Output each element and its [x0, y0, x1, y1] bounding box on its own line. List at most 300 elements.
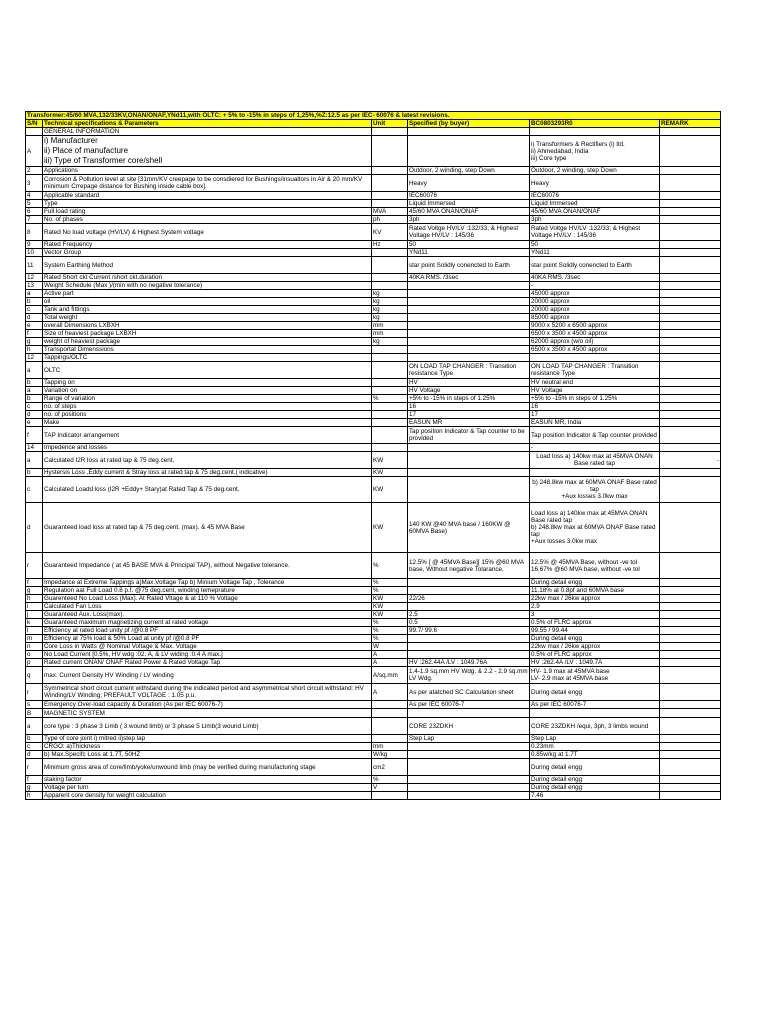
cell-remark — [660, 330, 721, 338]
cell-specified — [408, 322, 530, 330]
cell-remark — [660, 290, 721, 298]
cell-sn: d — [26, 503, 43, 553]
cell-remark — [660, 635, 721, 643]
cell-specified: Step Lap — [408, 735, 530, 743]
cell-sn: a — [26, 452, 43, 469]
cell-unit: V — [372, 784, 408, 792]
table-row — [26, 167, 721, 175]
cell-offer: 85000 approx — [530, 314, 660, 322]
cell-remark — [660, 792, 721, 800]
cell-unit: % — [372, 553, 408, 579]
cell-remark — [660, 579, 721, 587]
cell-unit — [372, 249, 408, 257]
cell-offer — [530, 709, 660, 718]
table-row — [26, 403, 721, 411]
cell-unit — [372, 354, 408, 362]
cell-remark — [660, 743, 721, 751]
cell-specified: EASUN MR — [408, 419, 530, 427]
cell-specified — [408, 751, 530, 759]
cell-sn: a — [26, 290, 43, 298]
cell-offer: 0.23mm — [530, 743, 660, 751]
table-row — [26, 553, 721, 579]
cell-remark — [660, 200, 721, 208]
cell-parameter: MAGNETIC SYSTEM — [43, 709, 372, 718]
cell-unit: KW — [372, 503, 408, 553]
cell-parameter: Range of variation — [43, 395, 372, 403]
cell-parameter: Hystersis Loss ,Eddy current & Stray loss at rated tap & 75 deg.cent.( indicative) — [43, 469, 372, 477]
table-row — [26, 619, 721, 627]
cell-parameter: Guaranteed Aux. Loss(max). — [43, 611, 372, 619]
cell-sn: 11 — [26, 257, 43, 274]
cell-specified: HV :262.44A /LV : 1049.76A — [408, 659, 530, 667]
header-specified: Specified (by buyer) — [408, 120, 530, 128]
cell-parameter: Vector Group — [43, 249, 372, 257]
cell-offer: During detail engg — [530, 784, 660, 792]
cell-offer: 0.85w/kg at 1.7T — [530, 751, 660, 759]
table-row — [26, 387, 721, 395]
cell-remark — [660, 175, 721, 192]
cell-specified — [408, 603, 530, 611]
cell-offer: Load loss a) 140kw max at 45MVA ONAN Base rated tap — [530, 452, 660, 469]
cell-offer: 20000 approx — [530, 306, 660, 314]
table-row — [26, 322, 721, 330]
cell-sn: g — [26, 784, 43, 792]
cell-unit — [372, 792, 408, 800]
cell-unit: A — [372, 651, 408, 659]
cell-sn: h — [26, 595, 43, 603]
cell-unit: mm — [372, 330, 408, 338]
cell-offer: During detail engg — [530, 776, 660, 784]
table-row — [26, 330, 721, 338]
cell-offer: 6500 x 3500 x 4500 approx — [530, 330, 660, 338]
cell-remark — [660, 282, 721, 290]
cell-sn: B — [26, 709, 43, 718]
table-row — [26, 419, 721, 427]
cell-remark — [660, 427, 721, 444]
cell-specified — [408, 651, 530, 659]
header-sn: S/N — [26, 120, 43, 128]
cell-remark — [660, 411, 721, 419]
cell-parameter: b) Max.Specifc Loss at 1.7T, 50HZ — [43, 751, 372, 759]
cell-sn: c — [26, 306, 43, 314]
cell-specified: HV — [408, 379, 530, 387]
table-row — [26, 306, 721, 314]
table-row — [26, 635, 721, 643]
cell-sn: 10 — [26, 249, 43, 257]
cell-sn: c — [26, 403, 43, 411]
table-row — [26, 718, 721, 735]
cell-unit: KW — [372, 611, 408, 619]
cell-sn: r — [26, 684, 43, 701]
cell-parameter: Regulation aat Full Load 0.8 p.f. @75 deg.cent, winding temeprature — [43, 587, 372, 595]
cell-specified: 40KA RMS. /3sec — [408, 274, 530, 282]
cell-offer: During detail engg — [530, 759, 660, 776]
cell-offer: During detail engg — [530, 579, 660, 587]
cell-unit — [372, 387, 408, 395]
cell-offer: HV neutral end — [530, 379, 660, 387]
table-row — [26, 595, 721, 603]
table-row — [26, 659, 721, 667]
cell-parameter: OLTC — [43, 362, 372, 379]
cell-unit — [372, 444, 408, 452]
cell-sn: b — [26, 735, 43, 743]
cell-unit — [372, 282, 408, 290]
cell-sn: p — [26, 659, 43, 667]
cell-offer: Outdoor, 2 winding, step Down — [530, 167, 660, 175]
cell-offer: CORE 23ZDKH /equi, 3ph, 3 limbs wound — [530, 718, 660, 735]
cell-sn: 14 — [26, 444, 43, 452]
cell-sn: a — [26, 362, 43, 379]
cell-unit — [372, 709, 408, 718]
cell-parameter: Type — [43, 200, 372, 208]
cell-unit — [372, 175, 408, 192]
cell-offer: Heavy — [530, 175, 660, 192]
cell-specified: star point Solidly conencted to Earth — [408, 257, 530, 274]
header-unit: Unit — [372, 120, 408, 128]
cell-remark — [660, 651, 721, 659]
cell-unit: KW — [372, 595, 408, 603]
cell-unit — [372, 346, 408, 354]
cell-parameter: Efficiency at 75% load & 50% Load at unity pf /@0.8 PF — [43, 635, 372, 643]
cell-parameter: Make — [43, 419, 372, 427]
table-row — [26, 362, 721, 379]
cell-sn: e — [26, 419, 43, 427]
cell-remark — [660, 274, 721, 282]
cell-parameter: TAP Indicator arrangement — [43, 427, 372, 444]
cell-specified: Outdoor, 2 winding, step Down — [408, 167, 530, 175]
cell-offer: 22kw max / 26kw approx — [530, 595, 660, 603]
cell-remark — [660, 208, 721, 216]
cell-sn: f — [26, 579, 43, 587]
cell-remark — [660, 701, 721, 709]
cell-offer: ON LOAD TAP CHANGER : Transition resistance Type — [530, 362, 660, 379]
cell-sn: f — [26, 427, 43, 444]
cell-remark — [660, 128, 721, 136]
cell-sn: 12 — [26, 354, 43, 362]
cell-specified: 3ph — [408, 216, 530, 224]
table-row — [26, 224, 721, 241]
cell-unit: KW — [372, 603, 408, 611]
cell-remark — [660, 338, 721, 346]
cell-specified: 16 — [408, 403, 530, 411]
cell-unit — [372, 718, 408, 735]
banner-row — [26, 112, 721, 120]
cell-sn: 9 — [26, 241, 43, 249]
table-row — [26, 751, 721, 759]
table-row — [26, 643, 721, 651]
cell-unit: kg — [372, 298, 408, 306]
cell-parameter: Size of heaviest package LXBXH — [43, 330, 372, 338]
table-row — [26, 128, 721, 136]
cell-specified — [408, 282, 530, 290]
cell-remark — [660, 167, 721, 175]
cell-parameter: staking factor — [43, 776, 372, 784]
cell-parameter: Emergency Over-load capacity & Duration (As per IEC 60076-7) — [43, 701, 372, 709]
cell-specified — [408, 709, 530, 718]
header-parameter: Technical specifications & Parameters — [43, 120, 372, 128]
cell-specified: 1.4-1.9 sq.mm HV Wdg. & 2.2 - 2.9 sq.mm LV Wdg. — [409, 668, 528, 682]
cell-parameter: Total weight — [43, 314, 372, 322]
cell-unit: % — [372, 579, 408, 587]
cell-sn: 5 — [26, 200, 43, 208]
table-row — [26, 709, 721, 718]
cell-offer: +5% to -15% in steps of 1.25% — [530, 395, 660, 403]
cell-offer: 62000 approx (w/o oil) — [530, 338, 660, 346]
cell-unit: ph — [372, 216, 408, 224]
cell-remark — [660, 136, 721, 167]
cell-sn: s — [26, 701, 43, 709]
cell-parameter: Calculated I2R loss at rated tap & 75 deg.cent. — [43, 452, 372, 469]
cell-offer: 7.46 — [530, 792, 660, 800]
table-row — [26, 651, 721, 659]
cell-parameter: Tapping on — [43, 379, 372, 387]
cell-specified: 99.7/ 99.6 — [408, 627, 530, 635]
table-row — [26, 282, 721, 290]
cell-remark — [660, 224, 721, 241]
cell-parameter: Full load rating — [43, 208, 372, 216]
cell-specified — [408, 444, 530, 452]
cell-unit: KW — [372, 477, 408, 503]
cell-remark — [660, 709, 721, 718]
table-row — [26, 427, 721, 444]
table-row — [26, 444, 721, 452]
table-row — [26, 257, 721, 274]
cell-offer: - — [530, 282, 660, 290]
cell-specified: 2.5 — [408, 611, 530, 619]
cell-specified — [408, 743, 530, 751]
cell-specified: 45/60 MVA ONAN/ONAF — [408, 208, 530, 216]
cell-sn: m — [26, 635, 43, 643]
cell-specified: As per atatched SC Calculation sheet — [408, 684, 530, 701]
cell-specified — [408, 579, 530, 587]
cell-specified — [408, 346, 530, 354]
table-row — [26, 735, 721, 743]
cell-remark — [660, 776, 721, 784]
table-row — [26, 503, 721, 553]
cell-specified: As per IEC 60076-7 — [408, 701, 530, 709]
specification-table — [25, 111, 721, 800]
cell-specified: Rated Voltge HV/LV :132/33; & Highest Voltage HV/LV : 145/36 — [408, 224, 530, 241]
cell-offer: HV- 1.9 max at 45MVA base LV- 2.9 max at 45MVA base — [530, 667, 660, 684]
cell-parameter: no. of positions — [43, 411, 372, 419]
cell-offer: 0.5% of FLRC approx — [530, 651, 660, 659]
cell-parameter: Minimum gross area of core/limb/yoke/unwound limb (may be verified during manufacturing stage — [43, 759, 372, 776]
cell-unit: kg — [372, 314, 408, 322]
cell-unit: % — [372, 395, 408, 403]
table-row — [26, 298, 721, 306]
cell-remark — [660, 718, 721, 735]
cell-offer: IEC60076 — [530, 192, 660, 200]
cell-sn: 3 — [26, 175, 43, 192]
cell-unit — [372, 192, 408, 200]
cell-remark — [660, 362, 721, 379]
cell-sn: c — [26, 743, 43, 751]
cell-specified: 140 KW @40 MVA base / 160KW @ 60MVA Base) — [408, 503, 530, 553]
cell-parameter: Applicable standard — [43, 192, 372, 200]
cell-offer: 50 — [530, 241, 660, 249]
cell-parameter: Calculated Loadd loss (I2R +Eddy+ Stary)at Rated Tap & 75 deg.cent, — [43, 477, 372, 503]
cell-parameter: Guaranteed maximum magnetizing current at rated voltage — [43, 619, 372, 627]
cell-specified — [408, 792, 530, 800]
cell-unit: Hz — [372, 241, 408, 249]
cell-offer: Rated Voltge HV/LV :132/33; & Highest Voltage HV/LV : 145/36 — [530, 224, 660, 241]
cell-remark — [660, 257, 721, 274]
cell-specified: ON LOAD TAP CHANGER : Transition resistance Type — [408, 362, 530, 379]
cell-sn: 6 — [26, 208, 43, 216]
table-row — [26, 314, 721, 322]
cell-offer: HV Voltage — [530, 387, 660, 395]
cell-parameter: No. of phases — [43, 216, 372, 224]
table-row — [26, 743, 721, 751]
cell-specified — [408, 128, 530, 136]
table-row — [26, 701, 721, 709]
cell-remark — [660, 477, 721, 503]
cell-unit — [372, 427, 408, 444]
cell-offer: b) 248.8kw max at 60MVA ONAF Base rated tap +Aux losses 3.0kw max — [530, 477, 660, 503]
cell-offer: 6500 x 3500 x 4500 approx — [530, 346, 660, 354]
table-row — [26, 477, 721, 503]
cell-remark — [660, 659, 721, 667]
table-row — [26, 759, 721, 776]
cell-sn: A — [26, 136, 43, 167]
cell-parameter: Weight Schedule (Max )/(min with no negative tolerance) — [43, 282, 372, 290]
table-row — [26, 667, 721, 684]
cell-sn: e — [26, 322, 43, 330]
cell-parameter: Core Loss in Watts @ Nominal Voltage & Max. Voltage — [43, 643, 372, 651]
cell-parameter: core type : 3 phase 3 Limb ( 3 wound limb) or 3 phase 5 Limb(3 wound Limb) — [43, 718, 372, 735]
cell-remark — [660, 387, 721, 395]
cell-offer: EASUN MR, India — [530, 419, 660, 427]
cell-offer: 45/60 MVA ONAN/ONAF — [530, 208, 660, 216]
header-row — [26, 120, 721, 128]
cell-unit: cm2 — [372, 759, 408, 776]
table-row — [26, 241, 721, 249]
table-row — [26, 452, 721, 469]
cell-specified: 22/26 — [408, 595, 530, 603]
cell-unit — [372, 200, 408, 208]
cell-offer — [530, 128, 660, 136]
cell-unit: A/sq.mm — [372, 667, 408, 684]
cell-unit: % — [372, 627, 408, 635]
cell-unit: % — [372, 619, 408, 627]
cell-remark — [660, 619, 721, 627]
cell-specified: 12.5% [ @ 45MVA Base][ 15% @60 MVA base, Without negative Tolarance. — [408, 553, 530, 579]
cell-parameter: Symmetrical short circuit current withstand during the indicated period and asymmetrical short circuit withstand: HV Winding/LV Winding; PREFAULT VOLTAGE : 1.05 p.u. — [43, 684, 372, 701]
cell-remark — [660, 419, 721, 427]
cell-unit — [372, 167, 408, 175]
cell-remark — [660, 759, 721, 776]
cell-parameter: Variation on — [43, 387, 372, 395]
cell-remark — [660, 595, 721, 603]
cell-specified — [408, 477, 530, 503]
cell-remark — [660, 751, 721, 759]
cell-offer: 11.18% at 0.8pf and 60MVA base — [530, 587, 660, 595]
cell-sn: d — [26, 314, 43, 322]
cell-parameter: Tank and fittings — [43, 306, 372, 314]
cell-unit: % — [372, 635, 408, 643]
cell-remark — [660, 322, 721, 330]
cell-offer: 2.9 — [530, 603, 660, 611]
cell-sn: n — [26, 643, 43, 651]
cell-specified: +5% to -15% in steps of 1.25% — [408, 395, 530, 403]
cell-parameter: Rated No load voltage (HV/LV) & Highest System voltage — [43, 224, 372, 241]
cell-remark — [660, 216, 721, 224]
cell-parameter: Guaranteed Impedance ( at 45 BASE MVA & Principal TAP), without Negative tolerance. — [43, 553, 372, 579]
cell-remark — [660, 346, 721, 354]
cell-offer: 16 — [530, 403, 660, 411]
cell-remark — [660, 643, 721, 651]
cell-parameter: overall Dimensions LXBXH — [43, 322, 372, 330]
cell-unit — [372, 411, 408, 419]
cell-offer: 22kw max / 26kw approx — [530, 643, 660, 651]
cell-unit — [372, 735, 408, 743]
cell-sn: h — [26, 346, 43, 354]
table-row — [26, 274, 721, 282]
cell-offer: Liquid Immersed — [530, 200, 660, 208]
cell-offer: 45000 approx — [530, 290, 660, 298]
cell-parameter: Guarenteed No Load Loss (Max). At Rated Vltage & at 110 % Voltage — [43, 595, 372, 603]
table-row — [26, 208, 721, 216]
cell-parameter: Impedance at Extreme Tappings a)Max.Voltage Tap b) Minium Voltage Tap , Tolerance — [43, 579, 372, 587]
cell-remark — [660, 603, 721, 611]
cell-specified — [408, 306, 530, 314]
cell-specified: IEC60076 — [408, 192, 530, 200]
cell-parameter: Type of core joint i) mitred ii)step lap — [43, 735, 372, 743]
table-row — [26, 603, 721, 611]
cell-remark — [660, 627, 721, 635]
cell-parameter: i) Manufacturer ii) Place of manufacture iii) Type of Transformer core/shell — [43, 136, 372, 167]
cell-specified: 50 — [408, 241, 530, 249]
cell-remark — [660, 403, 721, 411]
cell-remark — [660, 611, 721, 619]
cell-sn: b — [26, 379, 43, 387]
header-offer: BC0803293R0 — [530, 120, 660, 128]
cell-specified: HV Voltage — [408, 387, 530, 395]
cell-offer: Load loss a) 140kw max at 45MVA ONAN Base rated tap b) 248.8kw max at 60MVA ONAF Base rated tap +Aux losses 3.0kw max — [530, 503, 660, 553]
header-remark: REMARK — [660, 120, 721, 128]
cell-remark — [660, 306, 721, 314]
cell-unit — [372, 701, 408, 709]
cell-offer: 3 — [530, 611, 660, 619]
cell-parameter: Active part — [43, 290, 372, 298]
cell-offer — [530, 469, 660, 477]
cell-parameter: max. Current Density HV Winding / LV winding — [43, 667, 372, 684]
cell-parameter: Voltage per turn — [43, 784, 372, 792]
table-row — [26, 684, 721, 701]
table-row — [26, 192, 721, 200]
table-row — [26, 216, 721, 224]
cell-specified — [408, 338, 530, 346]
cell-offer: 9000 x 5200 x 6500 approx — [530, 322, 660, 330]
cell-remark — [660, 735, 721, 743]
cell-remark — [660, 298, 721, 306]
table-row — [26, 200, 721, 208]
cell-specified: Heavy — [408, 175, 530, 192]
cell-specified: 17 — [408, 411, 530, 419]
cell-offer: HV :262.4A /LV : 1049.7A — [530, 659, 660, 667]
cell-specified — [408, 784, 530, 792]
cell-unit: mm — [372, 743, 408, 751]
cell-remark — [660, 354, 721, 362]
cell-parameter: Impedence and losses — [43, 444, 372, 452]
cell-remark — [660, 553, 721, 579]
cell-sn: h — [26, 792, 43, 800]
cell-remark — [660, 587, 721, 595]
cell-sn — [26, 128, 43, 136]
cell-specified: CORE 23ZDKH — [408, 718, 530, 735]
cell-offer: 0.5% of FLRC approx — [530, 619, 660, 627]
cell-remark — [660, 192, 721, 200]
